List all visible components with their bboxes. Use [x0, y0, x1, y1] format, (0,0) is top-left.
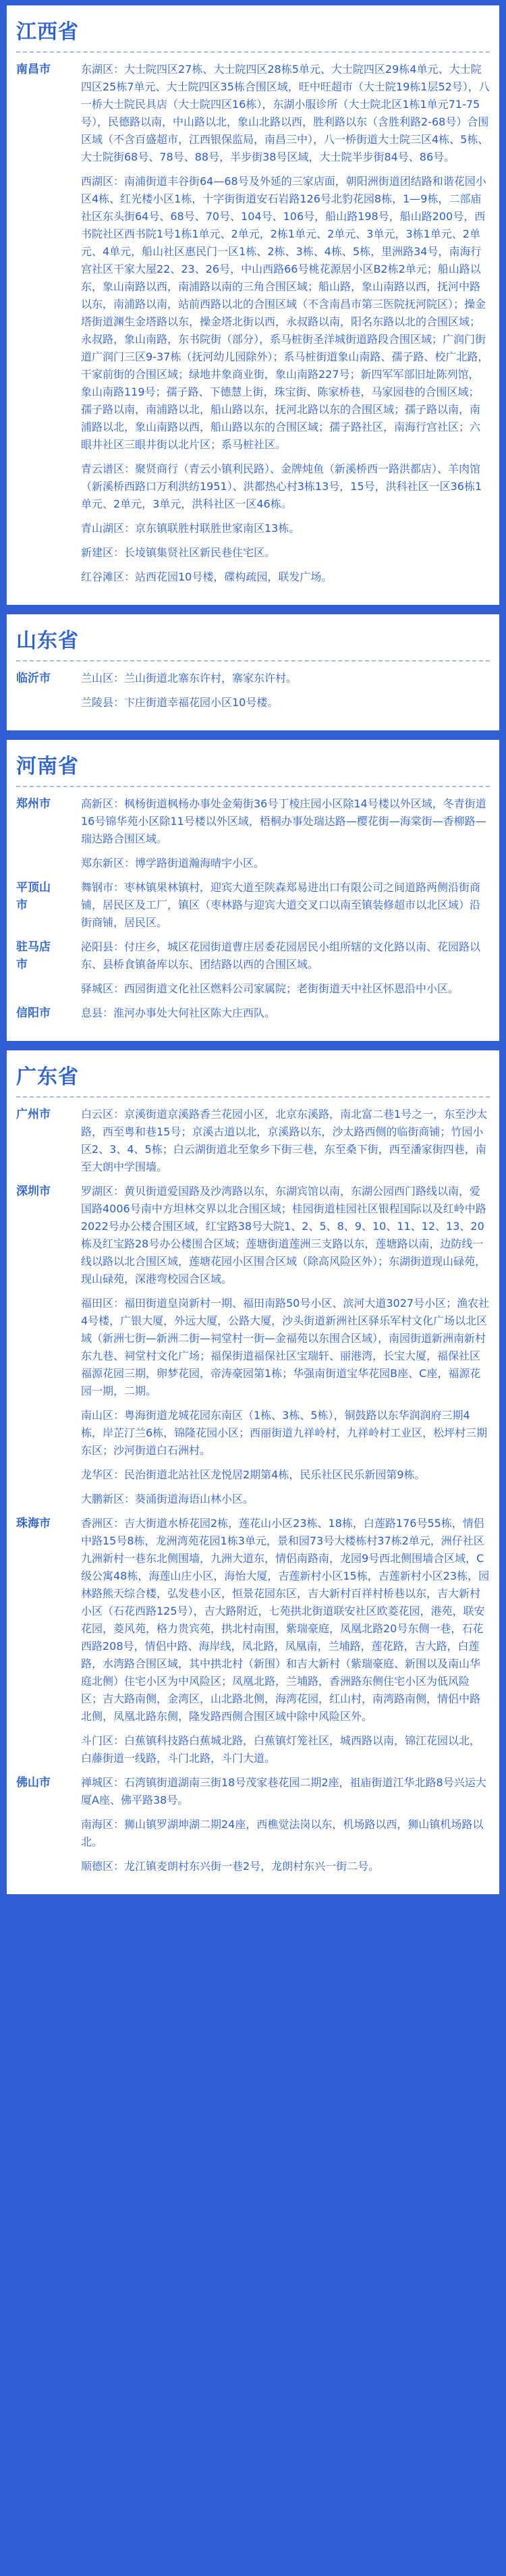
- district-paragraph: 白云区：京溪街道京溪路香兰花园小区，北京东溪路，南北富二巷1号之一，东至沙太路，西至粤和巷15号；京溪古道以北，京溪路以东，沙太路西侧的临街商铺；竹园小区2、3、4、5栋；白云湖街道北至象乡下街三巷，东至桑下街，西至潘家街四巷，南至大朗中学围墙。: [81, 1108, 488, 1173]
- district-paragraph: 西湖区：南浦街道丰谷街64—68号及外延的三家店面，朝阳洲街道团结路和谐花园小区4栋、红光楼小区1栋，十字街街道安石岩路126号北豹花园8栋，1—9栋，二部庙社区东头街64号、68号、70号、104号、106号，船山路198号，船山路200号，西书院社区西书院1号1栋1单元、2单元，2栋1单元、2单元、3单元，3栋1单元、2单元、4单元，船山社区惠民门一区1栋、2栋、3栋、4栋、5栋，里洲路34号，南海行宫社区干家大屋22、23、26号，中山西路66号桃花源居小区B2栋2单元；船山路以东，象山南路以西，南浦路以南的三角合围区域；船山路，象山南路以西，抚河中路以东，南浦路以南，站前西路以北的合围区域（不含南昌市第三医院抚河院区）；操金塔街道渊生金塔路以东，操金塔北街以西，永叔路以南，阳名东路以北的合围区域；永叔路，象山南路，东书院街（部分），系马桩街圣洋城街道路段合围区域；广润门街道广润门三区9-37栋（抚河幼儿园除外）；系马桩街道象山南路、孺子路、校广北路，干家前街的合围区域；绿地井象商业街，象山南路227号；新四军军部旧址陈列馆，象山南路119号；孺子路、下德慧上街，珠宝街、陈家桥巷，马家园巷的合围区域；孺子路以南，南浦路以北，船山路以东，抚河北路以东的合围区域；孺子路以南，南浦路以北，象山南路以西，船山路以东的合围区域；孺子路社区，南海行宫社区；六眼井社区三眼井街以北片区；系马桩社区。: [81, 175, 489, 451]
- city-content: [81, 938, 490, 998]
- district-paragraph: 东湖区：大士院四区27栋、大士院四区28栋5单元、大士院四区29栋4单元、大士院四区25栋7单元、大士院四区35栋合围区域，旺中旺超市（大士院19栋1层52号），八一桥大士院民具店（大士院四区16栋），东湖小服诊所（大士院北区1栋1单元71-75号），民德路以南，中山路以北，象山北路以西，胜利路以东（含胜利路2-68号）合围区域（不含百盛超市，江西银保监局，南昌三中），八一桥街道大士院三区4栋、5栋、大士院街68号、78号、88号，半步街38号区域，大士院半步街84号、86号。: [81, 63, 490, 163]
- district-paragraph: 南山区：粤海街道龙城花园东南区（1栋、3栋、5栋），铜鼓路以东华润润府三期4栋，岸芷汀兰6栋，锦隆花园小区；西丽街道九祥岭村，九祥岭村工业区，松坪村三期东区；沙河街道白石洲村。: [81, 1409, 488, 1457]
- top-spacer: [7, 0, 499, 5]
- city-content: [81, 1515, 490, 1767]
- city-row: [16, 1004, 490, 1022]
- city-name: 驻马店 市: [16, 940, 51, 971]
- district-paragraph: 福田区：福田街道皇岗新村一期、福田南路50号小区、滨河大道3027号小区；渔农社4号楼，广银大厦，外远大厦，公路大厦，沙头街道新洲社区驿乐军村文化广场以北区域（新洲七街—新洲二街—祠堂村一街—金福苑以东围合区域），南园街道新洲南新村东九巷、祠堂村文化广场；福保街道福保社区宝瑞轩、丽港湾，长宝大厦，福保社区福源花园三期，卵梦花园，帝涛豪园第1栋；华强南街道宝华花园B座、C座，福源花园一期，二期。: [81, 1297, 490, 1397]
- city-row: [16, 1515, 490, 1767]
- district-paragraph: 南海区：狮山镇罗湖坤湖二期24座，西樵觉法岗以东，机场路以西，狮山镇机场路以北。: [81, 1818, 484, 1848]
- city-row: [16, 879, 490, 932]
- city-row: [16, 1774, 490, 1875]
- city-name: 郑州市: [16, 797, 51, 811]
- district-paragraph: 青山湖区：京东镇联胜村联胜世家南区13栋。: [81, 522, 300, 535]
- district-paragraph: 泌阳县：付庄乡，城区花园街道曹庄居委花园居民小组所辖的文化路以南、花园路以东、县桥食镇备库以东、团结路以西的合围区域。: [81, 940, 481, 971]
- city-content: [81, 670, 490, 712]
- province-title: 广东省: [16, 1050, 490, 1098]
- province-title: 山东省: [16, 614, 490, 662]
- city-name: 佛山市: [16, 1776, 51, 1790]
- city-name: 信阳市: [16, 1007, 51, 1020]
- province-panel-henan: [7, 740, 499, 1041]
- province-panel-jiangxi: [7, 5, 499, 605]
- city-name: 深圳市: [16, 1185, 51, 1198]
- province-panel-guangdong: [7, 1050, 499, 1894]
- city-row: [16, 61, 490, 586]
- city-name: 临沂市: [16, 672, 51, 685]
- district-paragraph: 郑东新区：博学路街道瀚海晴宇小区。: [81, 857, 265, 869]
- district-paragraph: 红谷滩区：站西花园10号楼，碟构疏园，联发广场。: [81, 570, 333, 583]
- district-paragraph: 大鹏新区：葵涌街道海语山林小区。: [81, 1493, 254, 1505]
- city-name: 南昌市: [16, 63, 51, 76]
- district-paragraph: 兰山区：兰山街道北寨东许村，寨家东许村。: [81, 672, 298, 685]
- city-name: 平顶山 市: [16, 881, 51, 912]
- district-paragraph: 兰陵县：卞庄街道幸福花园小区10号楼。: [81, 696, 279, 709]
- city-content: [81, 879, 490, 932]
- district-paragraph: 息县：淮河办事处大何社区陈大庄西队。: [81, 1007, 276, 1019]
- district-paragraph: 斗门区：白蕉镇科技路白蕉城北路，白蕉镇灯笼社区，城西路以南，锦江花园以北，白藤街道一线路，斗门北路，斗门大道。: [81, 1734, 481, 1765]
- province-title: 河南省: [16, 740, 490, 787]
- province-panel-shandong: [7, 614, 499, 730]
- city-name: 珠海市: [16, 1517, 51, 1530]
- district-paragraph: 舞钢市：枣林镇果林镇村，迎宾大道至陕森郑易进出口有限公司之间道路两侧沿街商铺，居民区及工厂，镇区（枣林路与迎宾大道交叉口以南至镇装修超市以北区域）沿街商铺，居民区。: [81, 881, 481, 929]
- district-paragraph: 高新区：枫杨街道枫杨办事处金菊街36号丁棱庄园小区除14号楼以外区域，冬青街道16号锦华苑小区除11号楼以外区域，梧桐办事处瑞达路—樱花街—海棠街—香柳路—瑞达路合围区域。: [81, 797, 486, 845]
- city-row: [16, 1183, 490, 1508]
- province-title: 江西省: [16, 5, 490, 53]
- district-paragraph: 龙华区：民治街道北站社区龙悦居2期第4栋，民乐社区民乐新园第9栋。: [81, 1468, 426, 1481]
- district-paragraph: 香洲区：吉大街道水桥花园2栋，莲花山小区23栋、18栋，白莲路176号55栋，情侣中路15号8栋，龙洲湾苑花园1栋3单元，景和园73号大楼栋村37栋2单元，洲仔社区九洲新村一巷东北侧围墙，九洲大道东，情侣南路南，龙园9号西北侧围墙合区域，C级公寓48栋，海莲山庄小区，海怡大厦，吉莲新村小区15栋，吉莲新村小区23栋，园林路熊天综合楼，弘发巷小区，恒景花园东区，吉大新村百祥村桥巷以东，吉大新村小区（石花西路125号），吉大路附近，七苑拱北街道联安社区欧菱花园，港苑，联安花园，菱风苑，格力贵宾苑，拱北村南围，紫瑞豪庭，凤凰北路20号东侧一巷，石花西路208号，情侣中路、海岸线，凤北路，凤凰南，兰埔路，莲花路，吉大路，白莲路，水湾路合围区域，其中拱北村（新围）和吉大新村（紫瑞豪庭、新围以及南山华庭北侧）住宅小区为中风险区；凤凰北路，兰埔路，香洲路东侧住宅小区为低风险区；吉大路南侧，金湾区，山北路北侧，海湾花园，红山村，南湾路南侧，情侣中路北侧，凤凰北路东侧，隆发路西侧合围区域中除中风险区外。: [81, 1517, 490, 1723]
- district-paragraph: 禅城区：石湾镇街道湖南三街18号茂家巷花园二期2座，祖庙街道江华北路8号兴运大厦A座、佛平路38号。: [81, 1776, 486, 1806]
- city-content: [81, 61, 490, 586]
- district-paragraph: 新建区：长堎镇集贤社区新民巷住宅区。: [81, 546, 276, 559]
- district-paragraph: 顺德区：龙江镇麦朗村东兴街一巷2号，龙朗村东兴一街二号。: [81, 1860, 380, 1873]
- city-row: [16, 938, 490, 998]
- city-content: [81, 1774, 490, 1875]
- city-content: [81, 1106, 490, 1176]
- district-paragraph: 罗湖区：黄贝街道爱国路及沙湾路以东，东湖宾馆以南，东湖公园西门路线以南，爱国路4006号南中方坦林交界以北合围区域；桂园街道桂园社区银程国际以及红岭中路2022号办公楼合围区域，红宝路38号大院1、2、5、8、9、10、11、12、13、20栋及红宝路28号办公楼围合区域；莲塘街道莲洲三支路以东，莲塘路以南，边防线一线以路以北合围区域，莲塘花园小区围合区域（除高风险区外）；东湖街道现山碌苑，现山碌苑，深港弯校园合区域。: [81, 1185, 486, 1285]
- city-name: 广州市: [16, 1108, 51, 1121]
- city-row: [16, 795, 490, 872]
- city-content: [81, 1183, 490, 1508]
- city-row: [16, 1106, 490, 1176]
- district-paragraph: 驿城区：西园街道文化社区燃料公司家属院；老街街道天中社区怀恩沿中小区。: [81, 982, 459, 995]
- city-row: [16, 670, 490, 712]
- city-content: [81, 795, 490, 872]
- city-content: [81, 1004, 490, 1022]
- district-paragraph: 青云谱区：聚贤商行（青云小镇利民路）、金牌炖鱼（新溪桥西一路洪都店）、羊肉馆（新溪桥西路口万利洪纺1951）、洪都热心村3栋13号，15号，洪科社区一区36栋1单元、2单元，3单元，洪科社区一区46栋。: [81, 462, 482, 510]
